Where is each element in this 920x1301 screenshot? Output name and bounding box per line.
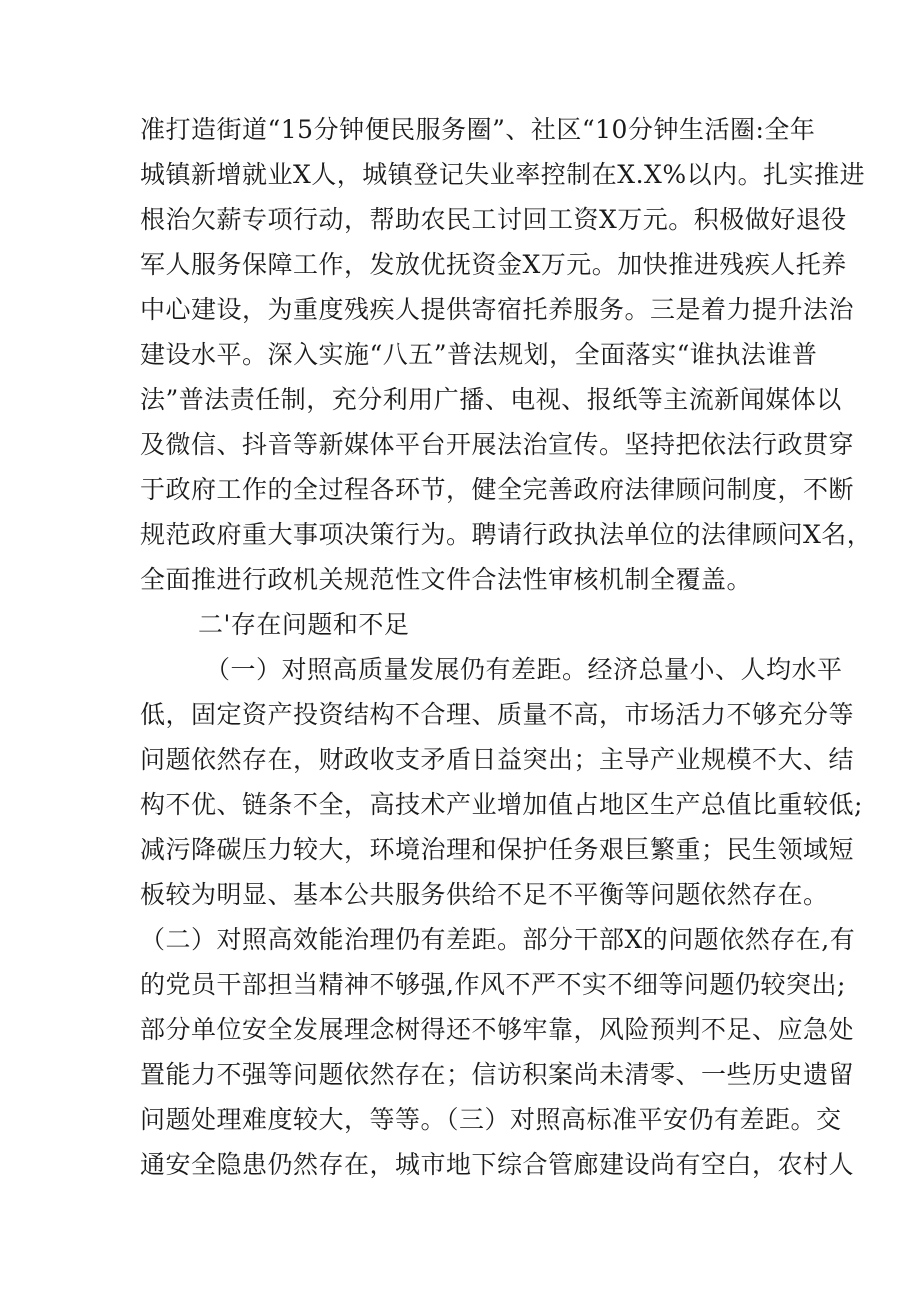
text-line: 中心建设，为重度残疾人提供寄宿托养服务。三是着力提升法治 xyxy=(140,295,855,324)
text-line: （二）对照高效能治理仍有差距。部分干部X的问题依然存在,有 xyxy=(140,925,856,954)
text-line: 置能力不强等问题依然存在；信访积案尚未清零、一些历史遗留 xyxy=(140,1060,855,1089)
text-line: 法”普法责任制，充分利用广播、电视、报纸等主流新闻媒体以 xyxy=(140,385,842,414)
section-heading: 二'存在问题和不足 xyxy=(198,610,410,639)
text-line: 于政府工作的全过程各环节，健全完善政府法律顾问制度，不断 xyxy=(140,475,855,504)
text-line: 通安全隐患仍然存在，城市地下综合管廊建设尚有空白，农村人 xyxy=(140,1150,855,1179)
text-line: 板较为明显、基本公共服务供给不足不平衡等问题依然存在。 xyxy=(140,880,829,909)
text-line: 城镇新增就业X人，城镇登记失业率控制在X.X%以内。扎实推进 xyxy=(140,160,866,189)
text-line: 建设水平。深入实施“八五”普法规划，全面落实“谁执法谁普 xyxy=(140,340,818,369)
text-line: 部分单位安全发展理念树得还不够牢靠，风险预判不足、应急处 xyxy=(140,1015,855,1044)
text-line: 准打造街道“15分钟便民服务圈”、社区“10分钟生活圈:全年 xyxy=(140,115,816,144)
text-line: 低，固定资产投资结构不合理、质量不高，市场活力不够充分等 xyxy=(140,700,855,729)
text-line: 军人服务保障工作，发放优抚资金X万元。加快推进残疾人托养 xyxy=(140,250,847,279)
text-line: 的党员干部担当精神不够强,作风不严不实不细等问题仍较突出; xyxy=(140,970,846,999)
text-line: 全面推进行政机关规范性文件合法性审核机制全覆盖。 xyxy=(140,565,753,594)
paragraph-first-line: （一）对照高质量发展仍有差距。经济总量小、人均水平 xyxy=(205,655,843,684)
text-line: 减污降碳压力较大，环境治理和保护任务艰巨繁重；民生领域短 xyxy=(140,835,855,864)
text-line: 规范政府重大事项决策行为。聘请行政执法单位的法律顾问X名， xyxy=(140,520,873,549)
text-line: 根治欠薪专项行动，帮助农民工讨回工资X万元。积极做好退役 xyxy=(140,205,847,234)
text-line: 问题依然存在，财政收支矛盾日益突出；主导产业规模不大、结 xyxy=(140,745,855,774)
text-line: 构不优、链条不全，高技术产业增加值占地区生产总值比重较低; xyxy=(140,790,863,819)
text-line: 及微信、抖音等新媒体平台开展法治宣传。坚持把依法行政贯穿 xyxy=(140,430,855,459)
text-line: 问题处理难度较大，等等。（三）对照高标准平安仍有差距。交 xyxy=(140,1105,842,1134)
